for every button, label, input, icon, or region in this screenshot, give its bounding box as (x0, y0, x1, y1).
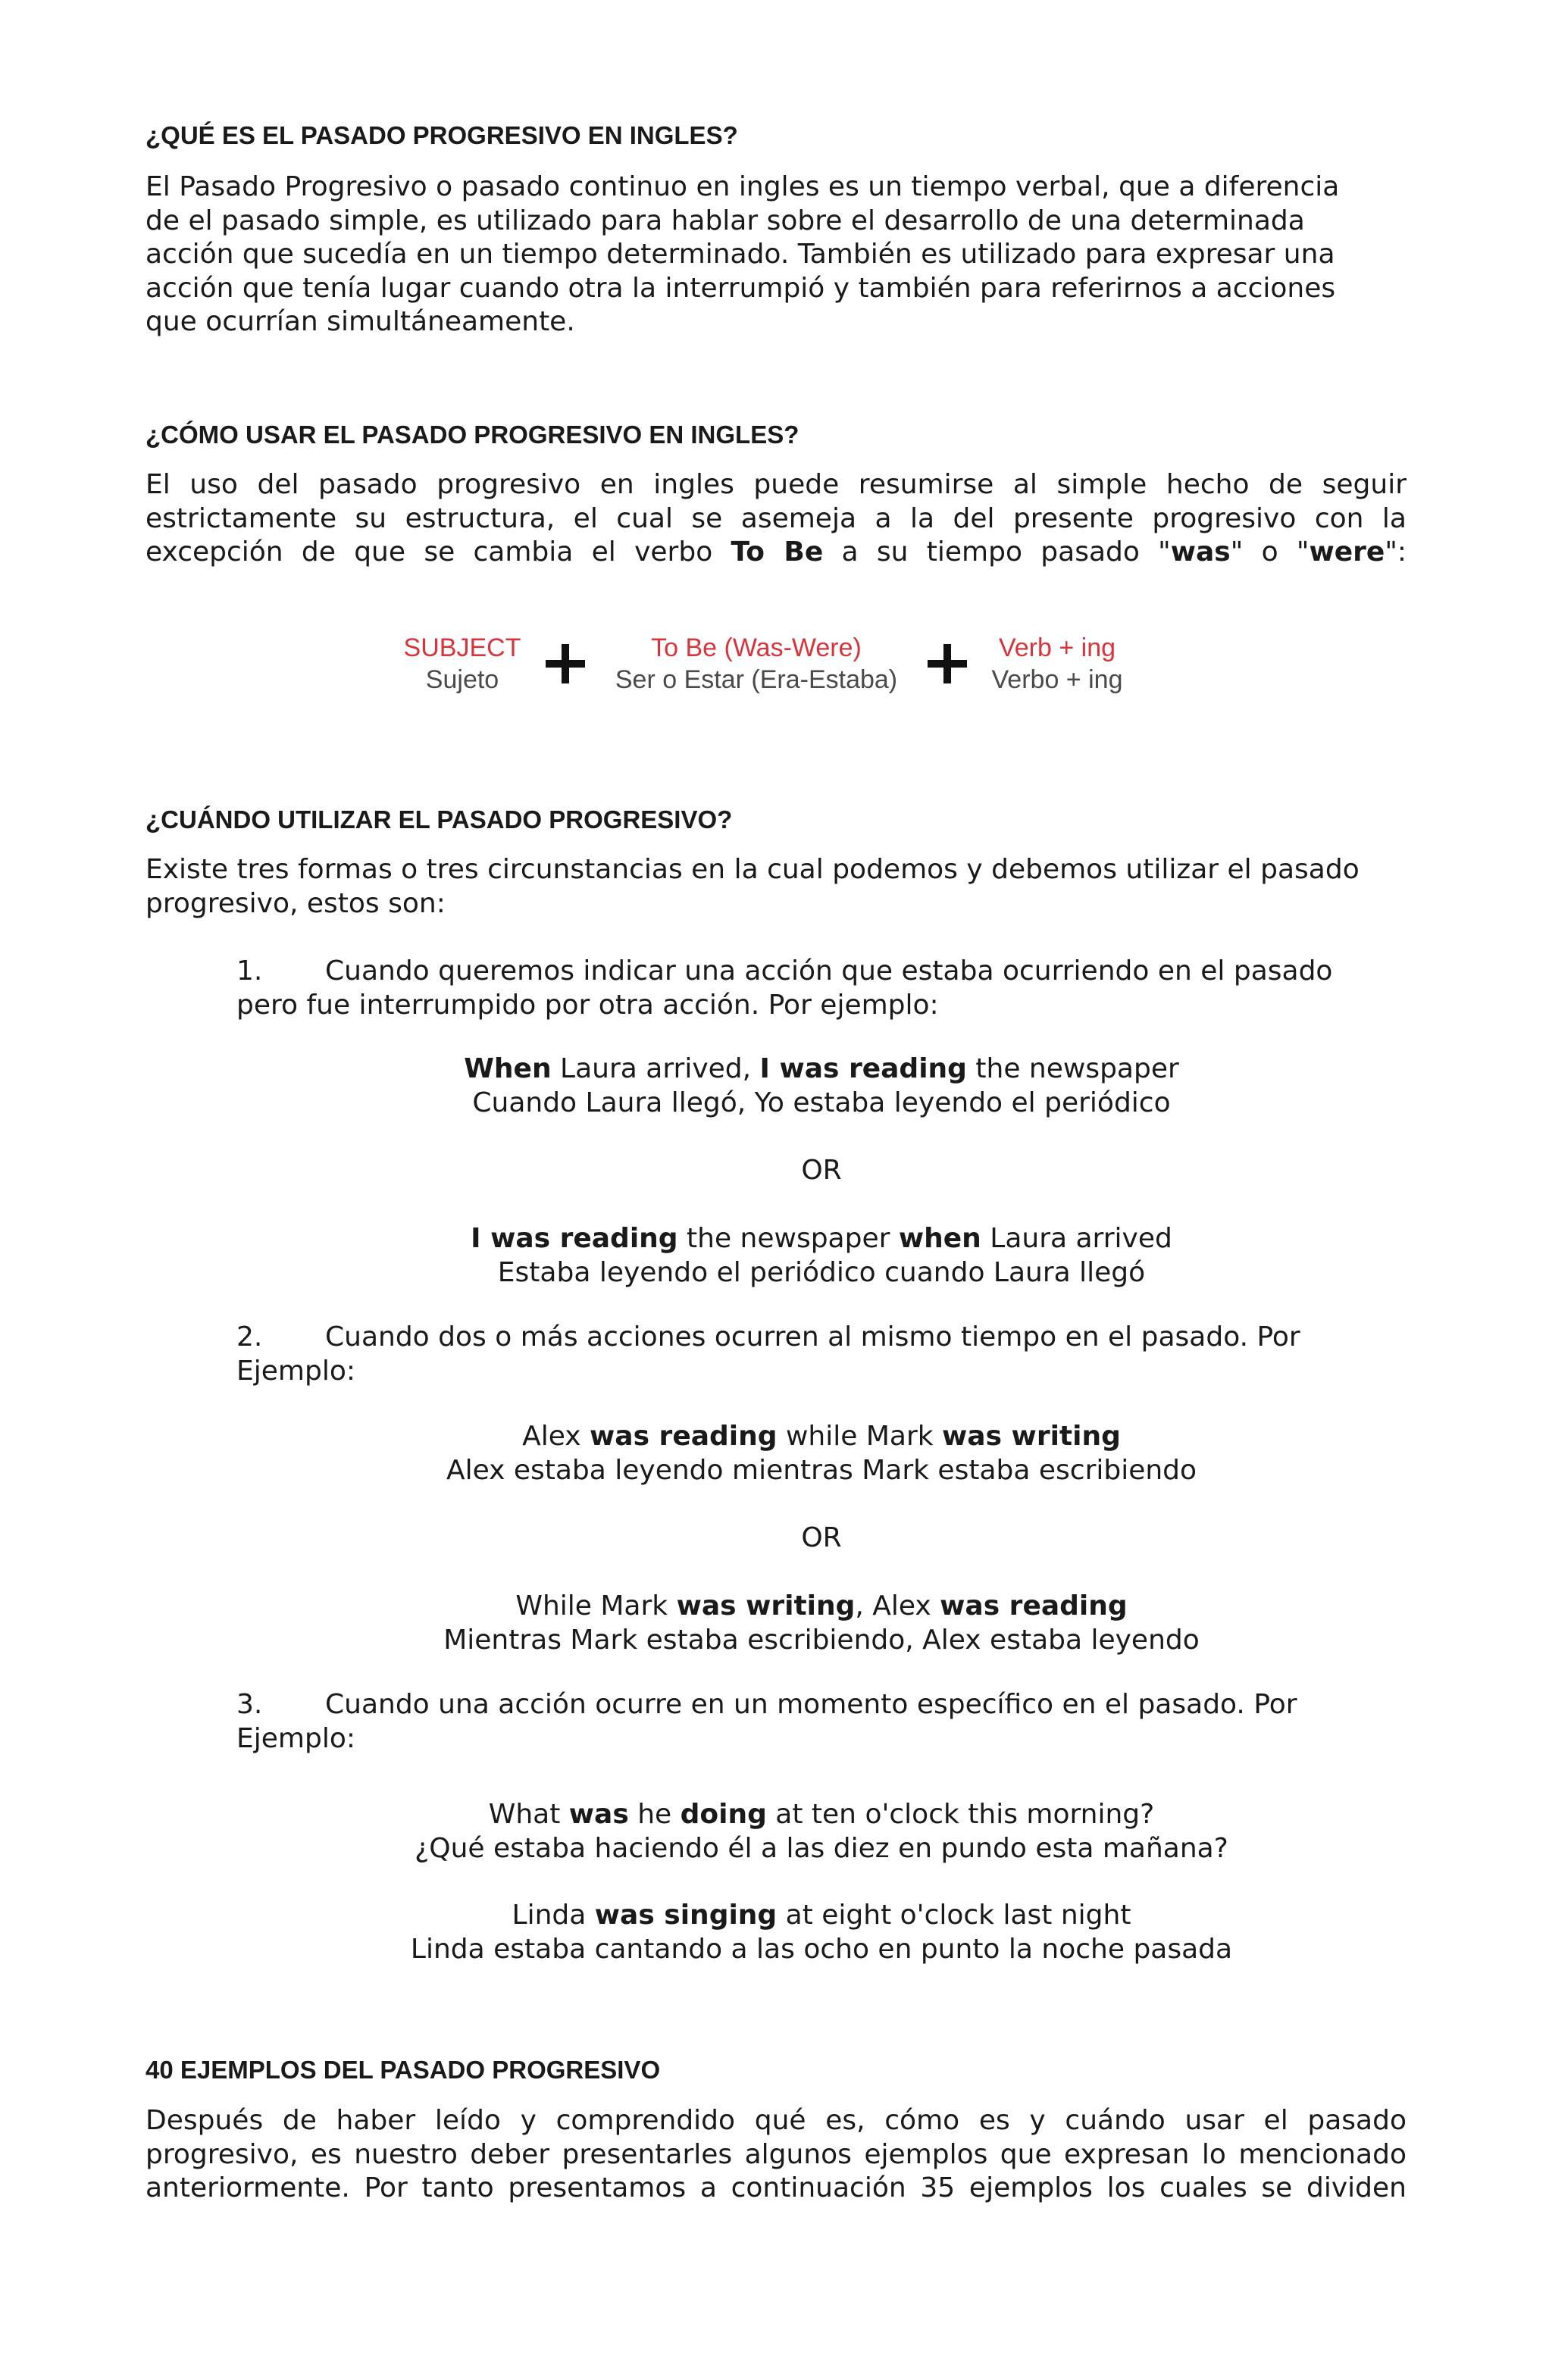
text-line: Después de haber leído y comprendido qué es, cómo es y cuándo usar el pasado (146, 2105, 1406, 2136)
text-line: El uso del pasado progresivo en ingles puede resumirse al simple hecho de seguir (146, 469, 1406, 500)
text-line: estrictamente su estructura, el cual se asemeja a la del presente progresivo con la (146, 502, 1406, 534)
text-line: progresivo, es nuestro deber presentarles algunos ejemplos que expresan lo mencionado (146, 2138, 1406, 2170)
example-translation: Cuando Laura llegó, Yo estaba leyendo el periódico (472, 1087, 1171, 1118)
structure-formula (394, 627, 1152, 711)
or-separator: OR (801, 1155, 842, 1186)
example-block (146, 1221, 1497, 1290)
paragraph-ejemplos-intro (146, 2104, 1406, 2206)
list-number: 1. (236, 955, 263, 987)
or-separator: OR (801, 1522, 842, 1553)
formula-verb-ing: Verb + ing Verbo + ing (991, 633, 1123, 694)
text-line: acción que sucedía en un tiempo determinado. También es utilizado para expresar una (146, 239, 1335, 270)
example-translation: Alex estaba leyendo mientras Mark estaba escribiendo (446, 1455, 1197, 1486)
list-item: 2. Cuando dos o más acciones ocurren al mismo tiempo en el pasado. Por Ejemplo: (236, 1321, 1300, 1387)
text-line: que ocurrían simultáneamente. (146, 306, 575, 337)
list-number: 3. (236, 1689, 263, 1720)
formula-subject: SUBJECT Sujeto (403, 633, 521, 694)
plus-icon (926, 643, 968, 685)
example-translation: Estaba leyendo el periódico cuando Laura llegó (497, 1257, 1146, 1288)
text-line: acción que tenía lugar cuando otra la interrumpió y también para referirnos a acciones (146, 272, 1336, 304)
example-line: While Mark was writing, Alex was reading (515, 1590, 1128, 1622)
paragraph-uso (146, 468, 1406, 570)
example-block (146, 1589, 1497, 1657)
example-line: Linda was singing at eight o'clock last night (512, 1900, 1131, 1931)
text-line: Existe tres formas o tres circunstancias en la cual podemos y debemos utilizar el pasado (146, 854, 1360, 885)
example-block (146, 1419, 1497, 1487)
text-line: excepción de que se cambia el verbo To Be a su tiempo pasado "was" o "were": (146, 536, 1406, 568)
text-line: progresivo, estos son: (146, 887, 446, 919)
example-block (146, 1898, 1497, 1966)
example-line: What was he doing at ten o'clock this morning? (488, 1799, 1155, 1830)
example-translation: Mientras Mark estaba escribiendo, Alex estaba leyendo (443, 1625, 1200, 1656)
example-translation: Linda estaba cantando a las ocho en punto la noche pasada (410, 1934, 1233, 1965)
example-block (146, 1797, 1497, 1866)
paragraph-definicion (146, 170, 1406, 339)
text-line: de el pasado simple, es utilizado para hablar sobre el desarrollo de una determinada (146, 205, 1305, 236)
section-heading-40-ejemplos: 40 EJEMPLOS DEL PASADO PROGRESIVO (146, 2056, 661, 2084)
plus-icon (544, 643, 587, 685)
list-item: 1. Cuando queremos indicar una acción que estaba ocurriendo en el pasado pero fue interrumpido por otra acción. Por ejemplo: (236, 955, 1333, 1021)
example-line: Alex was reading while Mark was writing (522, 1421, 1121, 1452)
example-line: I was reading the newspaper when Laura arrived (471, 1223, 1172, 1254)
section-heading-como-usar: ¿CÓMO USAR EL PASADO PROGRESIVO EN INGLES? (146, 421, 799, 449)
paragraph-circunstancias (146, 853, 1406, 921)
text-line: anteriormente. Por tanto presentamos a continuación 35 ejemplos los cuales se dividen (146, 2172, 1406, 2203)
example-block (146, 1052, 1497, 1120)
section-heading-cuando-utilizar: ¿CUÁNDO UTILIZAR EL PASADO PROGRESIVO? (146, 805, 733, 833)
list-item: 3. Cuando una acción ocurre en un momento específico en el pasado. Por Ejemplo: (236, 1689, 1297, 1754)
text-line: El Pasado Progresivo o pasado continuo en ingles es un tiempo verbal, que a diferencia (146, 171, 1340, 202)
section-heading-que-es: ¿QUÉ ES EL PASADO PROGRESIVO EN INGLES? (146, 121, 738, 149)
example-line: When Laura arrived, I was reading the newspaper (464, 1053, 1179, 1084)
example-translation: ¿Qué estaba haciendo él a las diez en pundo esta mañana? (415, 1833, 1228, 1864)
list-number: 2. (236, 1321, 263, 1353)
formula-to-be: To Be (Was-Were) Ser o Estar (Era-Estaba) (615, 633, 898, 694)
